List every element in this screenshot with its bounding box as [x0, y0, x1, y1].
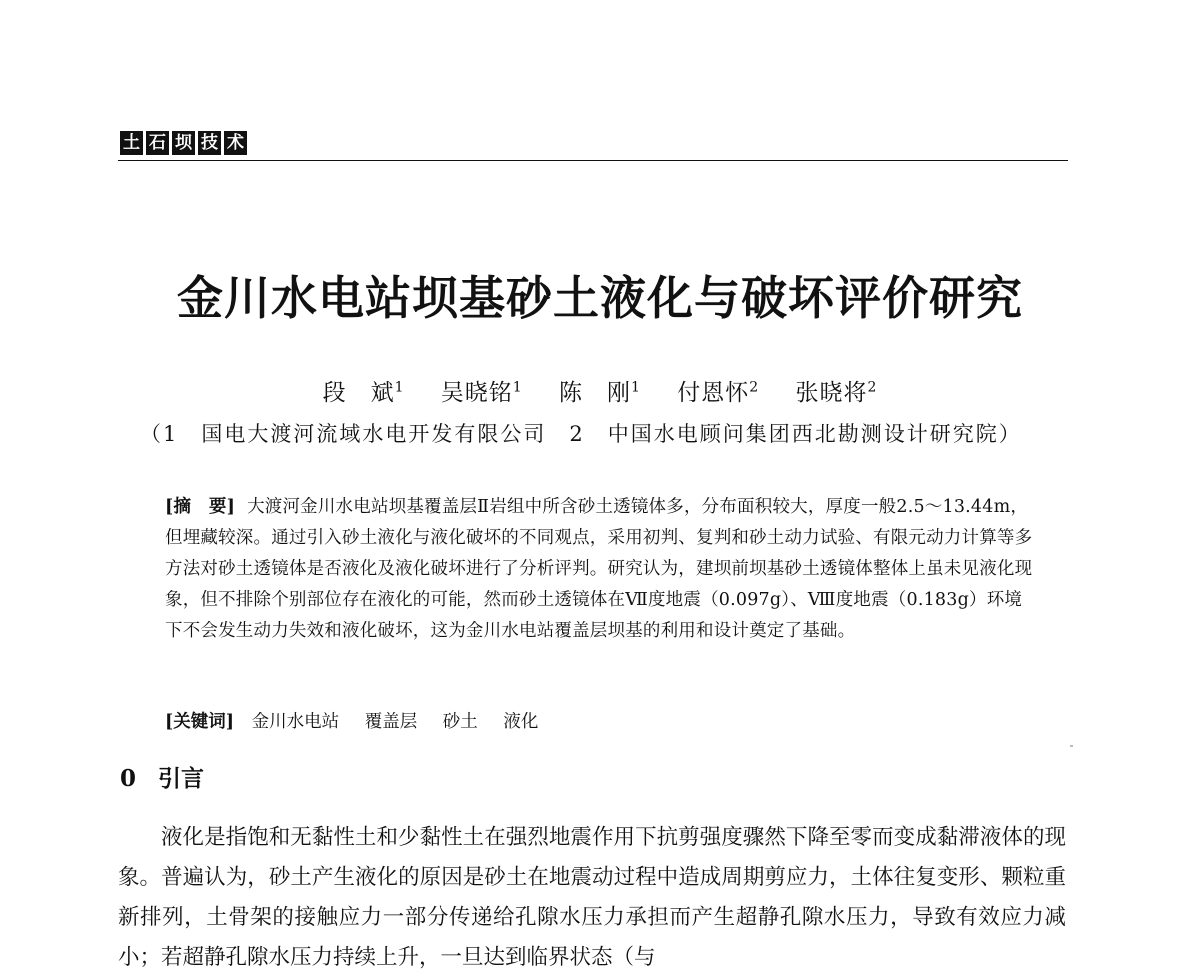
author [677, 380, 759, 406]
author-name: 陈 刚 [559, 380, 632, 406]
section-tag-char: 技 [198, 131, 221, 155]
author-name: 张晓将 [795, 380, 868, 406]
author [323, 380, 405, 406]
body-text [118, 818, 1066, 978]
section-tag-char: 术 [224, 131, 247, 155]
section-heading [120, 760, 204, 793]
body-paragraph: 液化是指饱和无黏性土和少黏性土在强烈地震作用下抗剪强度骤然下降至零而变成黏滞液体的现象。普遍认为，砂土产生液化的原因是砂土在地震动过程中造成周期剪应力，土体往复变形、颗粒重新排列，土骨架的接触应力一部分传递给孔隙水压力承担而产生超静孔隙水压力，导致有效应力减小；若超静孔隙水压力持续上升，一旦达到临界状态（与 [118, 825, 1066, 970]
abstract-label: [摘 要] [165, 497, 236, 517]
scan-speck [1070, 745, 1073, 747]
keyword: 砂土 [442, 712, 478, 732]
keywords-label: [关键词] [165, 712, 235, 732]
author-list [0, 374, 1200, 407]
keyword: 金川水电站 [251, 712, 340, 732]
header-rule [118, 160, 1068, 161]
abstract [165, 492, 1035, 647]
section-tag-char: 土 [120, 131, 143, 155]
author-affiliation-mark: 1 [512, 379, 523, 396]
author-affiliation-mark: 1 [394, 379, 405, 396]
author [441, 380, 523, 406]
author [796, 380, 878, 406]
author-name: 付恩怀 [677, 380, 750, 406]
keyword: 覆盖层 [364, 712, 418, 732]
abstract-text: 大渡河金川水电站坝基覆盖层Ⅱ岩组中所含砂土透镜体多，分布面积较大，厚度一般2.5～13.44m，但埋藏较深。通过引入砂土液化与液化破坏的不同观点，采用初判、复判和砂土动力试验、有限元动力计算等多方法对砂土透镜体是否液化及液化破坏进行了分析评判。研究认为，建坝前坝基砂土透镜体整体上虽未见液化现象，但不排除个别部位存在液化的可能，然而砂土透镜体在Ⅶ度地震（0.097g）、Ⅷ度地震（0.183g）环境下不会发生动力失效和液化破坏，这为金川水电站覆盖层坝基的利用和设计奠定了基础。 [165, 497, 1033, 641]
author-name: 吴晓铭 [440, 380, 513, 406]
keywords [165, 708, 558, 733]
section-tag-char: 石 [146, 131, 169, 155]
author-affiliation-mark: 2 [867, 379, 878, 396]
affiliations: （1 国电大渡河流域水电开发有限公司 2 中国水电顾问集团西北勘测设计研究院） [140, 422, 1022, 446]
keyword: 液化 [503, 712, 539, 732]
author-affiliation-mark: 1 [631, 379, 641, 396]
section-number: 0 [120, 765, 137, 792]
author-name: 段 斌 [322, 380, 395, 406]
section-title: 引言 [158, 765, 205, 792]
author-affiliation-mark: 2 [749, 379, 760, 396]
paper-title: 金川水电站坝基砂土液化与破坏评价研究 [177, 271, 1023, 325]
section-tag [120, 131, 247, 155]
section-tag-char: 坝 [172, 131, 195, 155]
author [559, 380, 641, 406]
